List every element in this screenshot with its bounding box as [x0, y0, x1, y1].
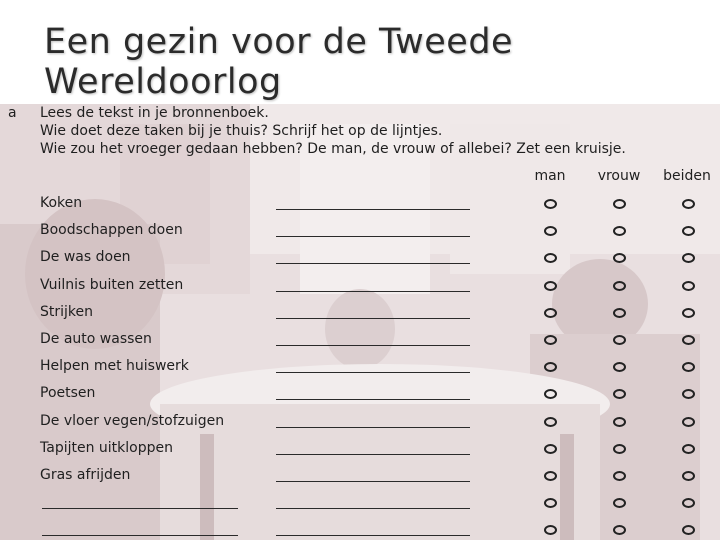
- answer-line[interactable]: [276, 427, 470, 428]
- task-row: [0, 245, 720, 272]
- answer-line[interactable]: [276, 535, 470, 536]
- instruction-line-1: Lees de tekst in je bronnenboek.: [40, 105, 269, 121]
- choice-beiden-circle[interactable]: [682, 281, 695, 291]
- choice-beiden-circle[interactable]: [682, 389, 695, 399]
- page-title: [44, 22, 684, 102]
- choice-beiden-circle[interactable]: [682, 308, 695, 318]
- choice-vrouw-circle[interactable]: [613, 498, 626, 508]
- choice-beiden-circle[interactable]: [682, 444, 695, 454]
- answer-line[interactable]: [276, 481, 470, 482]
- choice-beiden-circle[interactable]: [682, 253, 695, 263]
- choice-vrouw-circle[interactable]: [613, 281, 626, 291]
- choice-man-circle[interactable]: [544, 335, 557, 345]
- answer-line[interactable]: [276, 318, 470, 319]
- choice-vrouw-circle[interactable]: [613, 308, 626, 318]
- choice-beiden-circle[interactable]: [682, 362, 695, 372]
- answer-line[interactable]: [276, 454, 470, 455]
- column-header-man: man: [534, 168, 566, 184]
- instruction-line-3: Wie zou het vroeger gedaan hebben? De man, de vrouw of allebei? Zet een kruisje.: [40, 141, 626, 157]
- choice-beiden-circle[interactable]: [682, 226, 695, 236]
- exercise-letter: a: [8, 105, 17, 121]
- task-label: Poetsen: [40, 385, 96, 402]
- task-label: Vuilnis buiten zetten: [40, 276, 184, 293]
- choice-vrouw-circle[interactable]: [613, 226, 626, 236]
- choice-beiden-circle[interactable]: [682, 199, 695, 209]
- title-line-1: Een gezin voor de Tweede: [44, 22, 514, 62]
- choice-vrouw-circle[interactable]: [613, 417, 626, 427]
- choice-man-circle[interactable]: [544, 471, 557, 481]
- task-row: [0, 436, 720, 463]
- answer-line[interactable]: [276, 508, 470, 509]
- answer-line[interactable]: [276, 345, 470, 346]
- task-label: Strijken: [40, 303, 94, 320]
- choice-beiden-circle[interactable]: [682, 417, 695, 427]
- choice-beiden-circle[interactable]: [682, 335, 695, 345]
- choice-beiden-circle[interactable]: [682, 498, 695, 508]
- choice-man-circle[interactable]: [544, 444, 557, 454]
- task-row: [0, 327, 720, 354]
- choice-beiden-circle[interactable]: [682, 471, 695, 481]
- task-label: De auto wassen: [40, 331, 152, 347]
- task-row: [0, 300, 720, 327]
- task-label: Helpen met huiswerk: [40, 358, 189, 375]
- choice-vrouw-circle[interactable]: [613, 362, 626, 372]
- column-header-beiden: beiden: [663, 168, 711, 184]
- title-line-2: Wereldoorlog: [44, 62, 282, 102]
- answer-line[interactable]: [276, 372, 470, 373]
- answer-line[interactable]: [276, 209, 470, 210]
- task-row: [0, 191, 720, 218]
- choice-man-circle[interactable]: [544, 253, 557, 263]
- task-label: De was doen: [40, 249, 131, 266]
- task-row: [0, 463, 720, 490]
- task-row: [0, 490, 720, 517]
- choice-vrouw-circle[interactable]: [613, 335, 626, 345]
- choice-vrouw-circle[interactable]: [613, 525, 626, 535]
- task-label: Tapijten uitkloppen: [40, 439, 173, 456]
- answer-line[interactable]: [276, 291, 470, 292]
- task-row: [0, 409, 720, 436]
- task-label: Koken: [40, 195, 83, 211]
- task-row: [0, 273, 720, 300]
- answer-line[interactable]: [276, 236, 470, 237]
- choice-man-circle[interactable]: [544, 308, 557, 318]
- instruction-line-2: Wie doet deze taken bij je thuis? Schrijf het op de lijntjes.: [40, 123, 443, 139]
- task-write-in-line[interactable]: [42, 508, 238, 509]
- choice-man-circle[interactable]: [544, 281, 557, 291]
- column-header-vrouw: vrouw: [597, 168, 641, 184]
- choice-man-circle[interactable]: [544, 389, 557, 399]
- task-row: [0, 218, 720, 245]
- choice-man-circle[interactable]: [544, 199, 557, 209]
- choice-vrouw-circle[interactable]: [613, 471, 626, 481]
- choice-vrouw-circle[interactable]: [613, 444, 626, 454]
- choice-man-circle[interactable]: [544, 226, 557, 236]
- task-row: [0, 517, 720, 544]
- choice-man-circle[interactable]: [544, 498, 557, 508]
- task-label: De vloer vegen/stofzuigen: [40, 412, 225, 429]
- answer-line[interactable]: [276, 399, 470, 400]
- task-label: Boodschappen doen: [40, 222, 183, 239]
- choice-man-circle[interactable]: [544, 417, 557, 427]
- choice-vrouw-circle[interactable]: [613, 389, 626, 399]
- choice-vrouw-circle[interactable]: [613, 199, 626, 209]
- choice-man-circle[interactable]: [544, 525, 557, 535]
- answer-line[interactable]: [276, 263, 470, 264]
- task-row: [0, 381, 720, 408]
- task-write-in-line[interactable]: [42, 535, 238, 536]
- task-row: [0, 354, 720, 381]
- task-label: Gras afrijden: [40, 467, 131, 483]
- choice-man-circle[interactable]: [544, 362, 557, 372]
- choice-beiden-circle[interactable]: [682, 525, 695, 535]
- choice-vrouw-circle[interactable]: [613, 253, 626, 263]
